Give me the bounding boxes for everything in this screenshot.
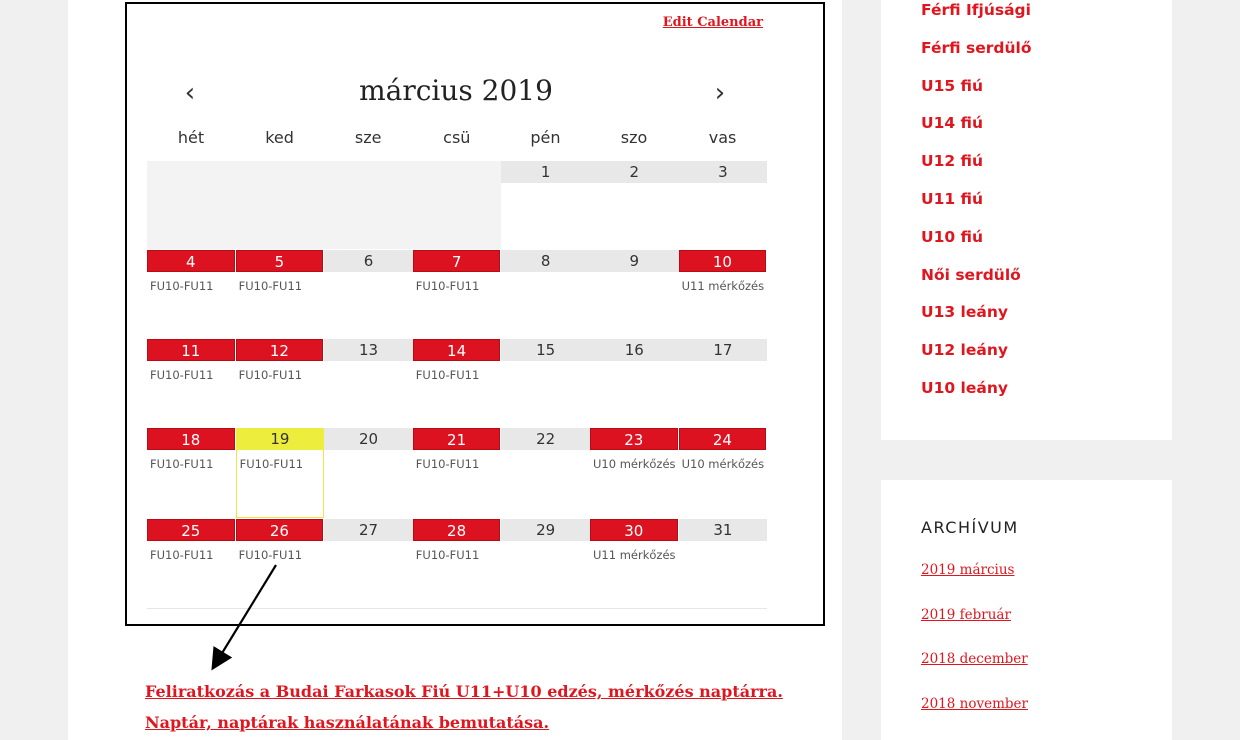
day-number: 29: [501, 519, 590, 541]
event-label[interactable]: FU10-FU11: [150, 548, 214, 562]
category-link[interactable]: U12 fiú: [921, 152, 984, 171]
day-number: 17: [679, 339, 768, 361]
archive-link[interactable]: 2019 március: [921, 562, 1015, 578]
day-number[interactable]: 11: [147, 339, 235, 361]
today-day-number[interactable]: 19: [236, 428, 325, 450]
sidebar-categories: [881, 0, 1172, 440]
calendar-divider: [147, 608, 767, 609]
day-number[interactable]: 24: [679, 428, 767, 450]
day-number[interactable]: 14: [413, 339, 501, 361]
day-number[interactable]: 5: [236, 250, 324, 272]
day-number: 20: [324, 428, 413, 450]
day-number: 31: [679, 519, 768, 541]
day-number: 16: [590, 339, 679, 361]
day-number: 3: [679, 161, 768, 183]
event-label[interactable]: FU10-FU11: [415, 548, 480, 562]
day-number[interactable]: 4: [147, 250, 235, 272]
calendar-widget: [125, 2, 825, 626]
calendar-tutorial-link[interactable]: Naptár, naptárak használatának bemutatása.: [145, 713, 550, 732]
weekday-header: szo: [620, 128, 648, 147]
day-number: 6: [324, 250, 413, 272]
archive-heading: ARCHÍVUM: [921, 518, 1019, 537]
event-label[interactable]: FU10-FU11: [239, 457, 304, 471]
event-label[interactable]: FU10-FU11: [415, 457, 480, 471]
weekday-header: hét: [177, 128, 205, 147]
day-number: 15: [501, 339, 590, 361]
day-number[interactable]: 7: [413, 250, 501, 272]
event-label[interactable]: FU10-FU11: [415, 279, 480, 293]
event-label[interactable]: FU10-FU11: [150, 279, 214, 293]
category-link[interactable]: U10 fiú: [921, 227, 984, 246]
category-link[interactable]: Férfi serdülő: [921, 38, 1032, 57]
edit-calendar-link[interactable]: Edit Calendar: [662, 15, 763, 30]
day-number[interactable]: 30: [590, 519, 678, 541]
day-number[interactable]: 28: [413, 519, 501, 541]
event-label[interactable]: FU10-FU11: [238, 548, 303, 562]
event-label[interactable]: FU10-FU11: [238, 368, 303, 382]
day-number: 2: [590, 161, 679, 183]
empty-days-block: [147, 161, 501, 249]
event-label[interactable]: U11 mérkőzés: [593, 548, 676, 562]
day-number[interactable]: 25: [147, 519, 235, 541]
chevron-left-icon[interactable]: ‹: [184, 78, 196, 108]
weekday-header: ked: [265, 128, 294, 147]
category-link[interactable]: U11 fiú: [921, 190, 984, 208]
category-link[interactable]: U13 leány: [921, 303, 1008, 322]
sidebar-archive: [881, 480, 1172, 740]
chevron-right-icon[interactable]: ›: [714, 78, 726, 108]
day-number[interactable]: 26: [236, 519, 324, 541]
category-link[interactable]: U15 fiú: [921, 76, 984, 95]
day-number: 8: [501, 250, 590, 272]
weekday-header: pén: [530, 128, 561, 147]
category-link[interactable]: U12 leány: [921, 341, 1008, 360]
event-label[interactable]: FU10-FU11: [150, 368, 214, 382]
archive-link[interactable]: 2019 február: [921, 606, 1011, 623]
day-number[interactable]: 18: [147, 428, 235, 450]
event-label[interactable]: FU10-FU11: [238, 279, 303, 293]
event-label[interactable]: U11 mérkőzés: [681, 279, 765, 293]
category-link[interactable]: Férfi Ifjúsági: [921, 1, 1031, 19]
day-number: 1: [501, 161, 590, 183]
weekday-header: vas: [708, 128, 737, 147]
day-number[interactable]: 10: [679, 250, 767, 272]
day-number: 13: [324, 339, 413, 361]
calendar-month-title: március 2019: [359, 74, 553, 107]
day-number: 22: [501, 428, 590, 450]
archive-link[interactable]: 2018 december: [921, 651, 1028, 667]
event-label[interactable]: U10 mérkőzés: [593, 457, 676, 471]
day-number[interactable]: 23: [590, 428, 678, 450]
event-label[interactable]: FU10-FU11: [415, 368, 480, 382]
subscribe-calendar-link[interactable]: Feliratkozás a Budai Farkasok Fiú U11+U10 edzés, mérkőzés naptárra.: [145, 682, 783, 701]
archive-link[interactable]: 2018 november: [921, 695, 1028, 712]
category-link[interactable]: U10 leány: [921, 379, 1008, 397]
day-number: 27: [324, 519, 413, 541]
category-link[interactable]: U14 fiú: [921, 114, 984, 133]
weekday-header: sze: [354, 128, 382, 147]
day-number: 9: [590, 250, 679, 272]
event-label[interactable]: FU10-FU11: [150, 457, 214, 471]
day-number[interactable]: 12: [236, 339, 324, 361]
day-number[interactable]: 21: [413, 428, 501, 450]
event-label[interactable]: U10 mérkőzés: [681, 457, 765, 471]
category-link[interactable]: Női serdülő: [921, 265, 1021, 284]
weekday-header: csü: [443, 128, 471, 147]
